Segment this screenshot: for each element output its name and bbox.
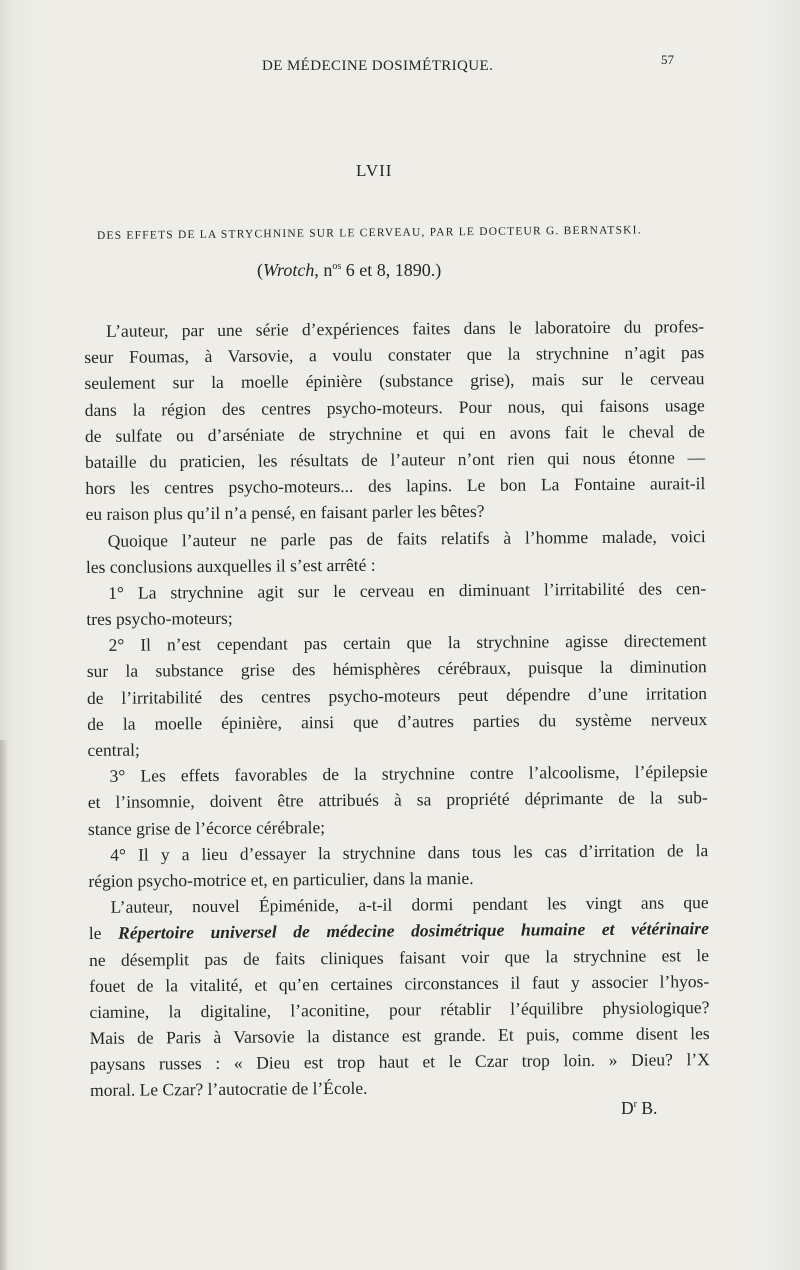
body-line: bataille du praticien, les résultats de l’auteur n’ont rien qui nous étonne — — [85, 447, 706, 472]
article-title: DES EFFETS DE LA STRYCHNINE SUR LE CERVEAU, PAR LE DOCTEUR G. BERNATSKI. — [96, 224, 642, 242]
body-line: central; — [87, 739, 140, 760]
body-line: dans la région des centres psycho-moteurs. Pour nous, qui faisons usage — [84, 394, 705, 420]
body-line: 2° Il n’est cependant pas certain que la strychnine agisse directement — [108, 630, 707, 656]
source-numbers-sup: os — [332, 261, 342, 272]
body-line: 4° Il y a lieu d’essayer la strychnine dans tous les cas d’irritation de la — [110, 839, 709, 865]
body-line: de sulfate ou d’arséniate de strychnine et qui en avons fait le cheval de — [84, 420, 705, 446]
body-line: tres psycho-moteurs; — [86, 607, 233, 630]
body-line: ne désemplit pas de faits cliniques faisant voir que la strychnine est le — [88, 944, 710, 970]
body-line: seur Foumas, à Varsovie, a voulu constater que la strychnine n’agit pas — [84, 342, 705, 368]
body-line: L’auteur, par une série d’expériences faites dans le laboratoire du profes- — [106, 316, 705, 341]
body-line: 3° Les effets favorables de la strychnine contre l’alcoolisme, l’épilepsie — [109, 761, 708, 787]
source-open-paren: ( — [257, 260, 263, 280]
body-line: sur la substance grise des hémisphères cérébraux, puisque la diminution — [86, 656, 707, 682]
source-numbers-rest: 6 et 8, 1890.) — [341, 260, 442, 280]
body-line-before: le — [88, 923, 119, 944]
body-line: moral. Le Czar? l’autocratie de l’École. — [89, 1078, 368, 1101]
body-line: région psycho-motrice et, en particulier, dans la manie. — [88, 867, 474, 891]
chapter-numeral: LVII — [356, 161, 393, 180]
body-line: Quoique l’auteur ne parle pas de faits relatifs à l’homme malade, voici — [107, 525, 706, 551]
body-line — [89, 915, 709, 946]
body-line: de la moelle épinière, ainsi que d’autres parties du système nerveux — [87, 708, 708, 734]
body-line: L’auteur, nouvel Épiménide, a-t-il dormi pendant les vingt ans que — [110, 892, 709, 917]
page-number: 57 — [661, 52, 674, 67]
body-line: Mais de Paris à Varsovie la distance est grande. Et puis, comme disent les — [89, 1023, 710, 1049]
body-line: 1° La strychnine agit sur le cerveau en diminuant l’irritabilité des cen- — [108, 577, 707, 603]
body-line: fouet de la vitalité, et qu’en certaines circonstances il faut y associer l’hyos- — [89, 970, 710, 996]
page-spine-shadow — [0, 740, 8, 1270]
running-head: DE MÉDECINE DOSIMÉTRIQUE. — [262, 58, 494, 74]
source-journal: Wrotch — [263, 260, 315, 280]
signature — [621, 1098, 657, 1119]
body-line: paysans russes : « Dieu est trop haut et le Czar trop loin. » Dieu? l’X — [89, 1049, 710, 1075]
body-line: les conclusions auxquelles il s’est arrêté : — [85, 554, 376, 577]
signature-name: B. — [636, 1098, 658, 1118]
article-body — [84, 313, 710, 1103]
body-line: stance grise de l’écorce cérébrale; — [87, 816, 326, 839]
source-numbers-prefix: , n — [314, 260, 333, 280]
signature-prefix: D — [621, 1098, 634, 1118]
source-citation — [257, 260, 441, 281]
body-line: seulement sur la moelle épinière (substance grise), mais sur le cerveau — [84, 368, 705, 394]
body-line: eu raison plus qu’il n’a pensé, en faisant parler les bêtes? — [85, 501, 485, 525]
signature-sup: r — [633, 1099, 637, 1111]
journal-title-emphasis: Répertoire universel de médecine dosimétrique humaine et vétérinaire — [118, 918, 709, 944]
body-line: de l’irritabilité des centres psycho-moteurs peut dépendre d’une irritation — [86, 682, 708, 708]
body-line: ciamine, la digitaline, l’aconitine, pour rétablir l’équilibre physiologique? — [89, 996, 710, 1022]
body-line: hors les centres psycho-moteurs... des lapins. Le bon La Fontaine aurait-il — [85, 473, 706, 499]
body-line: et l’insomnie, doivent être attribués à sa propriété déprimante de la sub- — [87, 787, 708, 813]
